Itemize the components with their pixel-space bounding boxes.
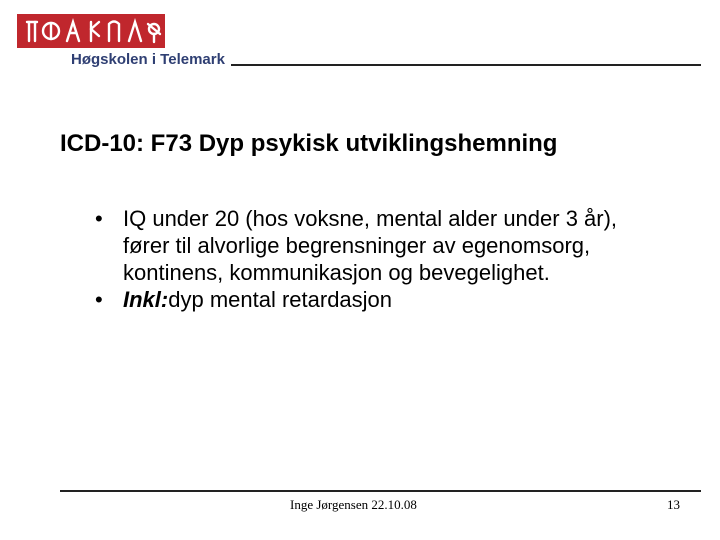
institution-logo — [17, 14, 165, 48]
bullet-item-1 — [95, 205, 655, 286]
bullet-marker: • — [95, 287, 103, 312]
bullet-text-1: IQ under 20 (hos voksne, mental alder under 3 år), fører til alvorlige begrensninger av egenomsorg, kontinens, kommunikasjon og bevegelighet. — [123, 206, 618, 285]
page-number: 13 — [667, 497, 680, 512]
slide-title: ICD-10: F73 Dyp psykisk utviklingshemning — [60, 130, 558, 157]
footer-author-date: Inge Jørgensen 22.10.08 — [290, 497, 417, 512]
bullet-list — [95, 205, 655, 313]
rune-glyphs-logo-icon — [17, 14, 165, 48]
bullet-text-2: dyp mental retardasjon — [168, 287, 393, 312]
institution-name: Høgskolen i Telemark — [71, 51, 225, 68]
header-divider — [231, 64, 701, 66]
bullet-prefix-2: Inkl: — [123, 287, 169, 312]
footer-divider — [60, 490, 701, 492]
bullet-marker: • — [95, 206, 103, 231]
bullet-item-2 — [95, 286, 655, 313]
